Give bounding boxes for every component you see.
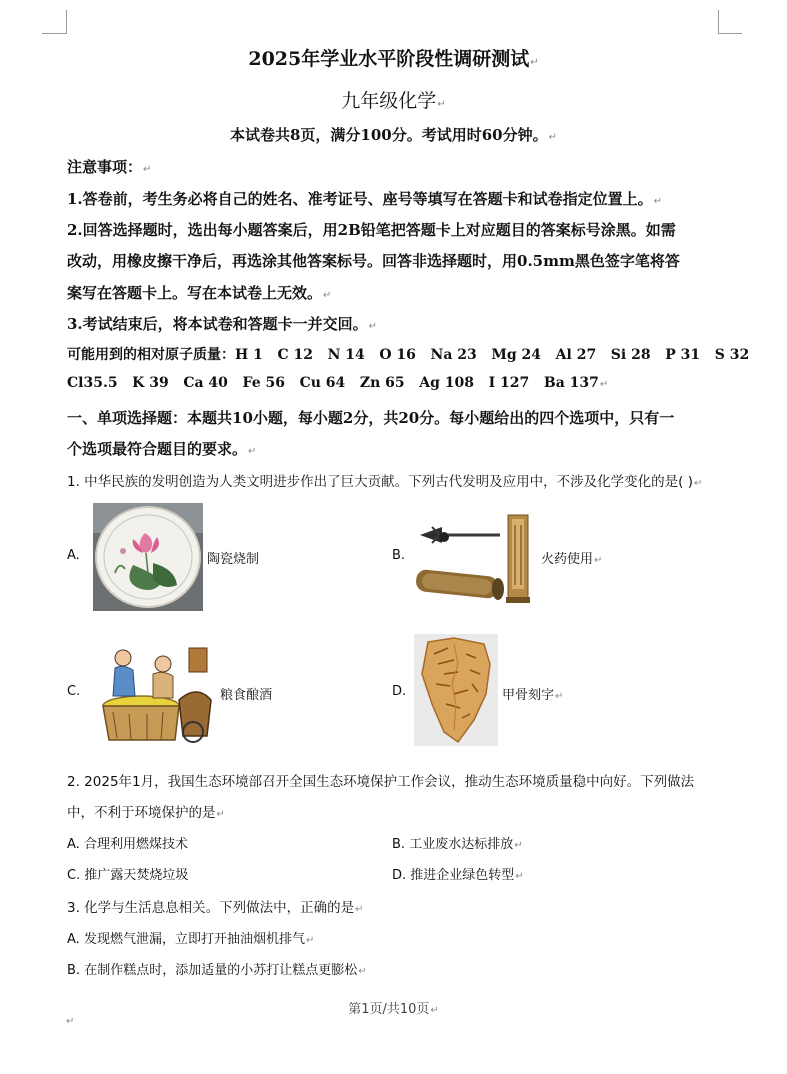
paragraph-mark-icon: ↵ bbox=[143, 164, 152, 175]
q1-option-a-label: 陶瓷烧制 bbox=[207, 552, 260, 567]
notes-item-2-line-2: 改动，用橡皮擦干净后，再选涂其他答案标号。回答非选择题时，用0.5mm黑色签字笔将答 bbox=[67, 252, 680, 270]
paragraph-mark-icon: ↵ bbox=[430, 1005, 439, 1016]
paragraph-mark-icon: ↵ bbox=[355, 904, 364, 915]
exam-subtitle: 九年级化学↵ bbox=[341, 90, 446, 112]
q1-option-b-label: 火药使用↵ bbox=[541, 552, 603, 567]
q3-option-a: A. 发现燃气泄漏，立即打开抽油烟机排气↵ bbox=[67, 932, 315, 947]
question-3-stem: 3. 化学与生活息息相关。下列做法中，正确的是↵ bbox=[67, 900, 364, 916]
q3-option-b: B. 在制作糕点时，添加适量的小苏打让糕点更膨松↵ bbox=[67, 963, 367, 978]
question-2-stem-line-1: 2. 2025年1月，我国生态环境部召开全国生态环境保护工作会议，推动生态环境质量稳中向好。下列做法 bbox=[67, 774, 695, 790]
paragraph-mark-icon: ↵ bbox=[323, 290, 332, 301]
paragraph-mark-icon: ↵ bbox=[368, 321, 378, 332]
exam-title: 2025年学业水平阶段性调研测试↵ bbox=[248, 48, 539, 70]
q2-option-b: B. 工业废水达标排放↵ bbox=[392, 837, 523, 852]
q1-option-c-label: 粮食酿酒 bbox=[220, 688, 273, 703]
corner-mark-top-left-h bbox=[42, 33, 66, 34]
corner-mark-top-right-h bbox=[718, 33, 742, 34]
question-1-stem: 1. 中华民族的发明创造为人类文明进步作出了巨大贡献。下列古代发明及应用中，不涉及化学变化的是( )↵ bbox=[67, 474, 703, 490]
q1-option-b-letter: B. bbox=[392, 548, 406, 563]
section-1-heading-line-1: 一、单项选择题：本题共10小题，每小题2分，共20分。每小题给出的四个选项中，只有一 bbox=[67, 409, 675, 427]
section-1-heading-line-2: 个选项最符合题目的要求。↵ bbox=[67, 440, 257, 458]
paragraph-mark-icon: ↵ bbox=[694, 478, 703, 489]
corner-mark-top-left-v bbox=[66, 10, 67, 34]
corner-mark-top-right-v bbox=[718, 10, 719, 34]
q1-option-c-letter: C. bbox=[67, 684, 81, 699]
paragraph-mark-icon: ↵ bbox=[305, 935, 315, 946]
q2-option-a: A. 合理利用燃煤技术 bbox=[67, 837, 188, 852]
notes-item-2-line-3: 案写在答题卡上。写在本试卷上无效。↵ bbox=[67, 284, 332, 302]
notes-heading: 注意事项：↵ bbox=[67, 158, 152, 176]
notes-item-1: 1.答卷前，考生务必将自己的姓名、准考证号、座号等填写在答题卡和试卷指定位置上。↵ bbox=[67, 190, 663, 208]
paragraph-mark-icon: ↵ bbox=[653, 196, 663, 207]
oracle-bone-image bbox=[414, 634, 498, 746]
exam-info: 本试卷共8页，满分100分。考试用时60分钟。↵ bbox=[229, 126, 557, 144]
notes-item-2-line-1: 2.回答选择题时，选出每小题答案后，用2B铅笔把答题卡上对应题目的答案标号涂黑。如需 bbox=[67, 221, 676, 239]
question-2-stem-line-2: 中，不利于环境保护的是↵ bbox=[67, 805, 225, 821]
ceramic-plate-image bbox=[93, 503, 203, 611]
grain-brewing-image bbox=[93, 640, 215, 748]
q1-option-d-letter: D. bbox=[392, 684, 407, 699]
paragraph-mark-icon: ↵ bbox=[594, 555, 603, 566]
paragraph-mark-icon: ↵ bbox=[514, 840, 523, 851]
q2-option-c: C. 推广露天焚烧垃圾 bbox=[67, 868, 189, 883]
atomic-masses-line-1: 可能用到的相对原子质量：H 1 C 12 N 14 O 16 Na 23 Mg 24 Al 27 Si 28 P 31 S 32 bbox=[67, 347, 750, 363]
paragraph-mark-icon: ↵ bbox=[530, 57, 539, 68]
notes-item-3: 3.考试结束后，将本试卷和答题卡一并交回。↵ bbox=[67, 315, 378, 333]
paragraph-mark-icon: ↵ bbox=[437, 99, 446, 110]
paragraph-mark-icon: ↵ bbox=[555, 691, 564, 702]
paragraph-mark-icon: ↵ bbox=[515, 871, 524, 882]
paragraph-mark-icon: ↵ bbox=[248, 446, 257, 457]
paragraph-mark-icon: ↵ bbox=[66, 1016, 75, 1027]
page-footer: 第1页/共10页↵ bbox=[348, 1002, 439, 1017]
q1-option-a-letter: A. bbox=[67, 548, 80, 563]
paragraph-mark-icon: ↵ bbox=[599, 379, 609, 390]
q2-option-d: D. 推进企业绿色转型↵ bbox=[392, 868, 524, 883]
atomic-masses-line-2: Cl35.5 K 39 Ca 40 Fe 56 Cu 64 Zn 65 Ag 108 I 127 Ba 137↵ bbox=[67, 375, 609, 391]
gunpowder-weapons-image bbox=[412, 513, 537, 608]
paragraph-mark-icon: ↵ bbox=[216, 809, 225, 820]
paragraph-mark-icon: ↵ bbox=[548, 132, 557, 143]
paragraph-mark-icon: ↵ bbox=[358, 966, 367, 977]
q1-option-d-label: 甲骨刻字↵ bbox=[502, 688, 564, 703]
